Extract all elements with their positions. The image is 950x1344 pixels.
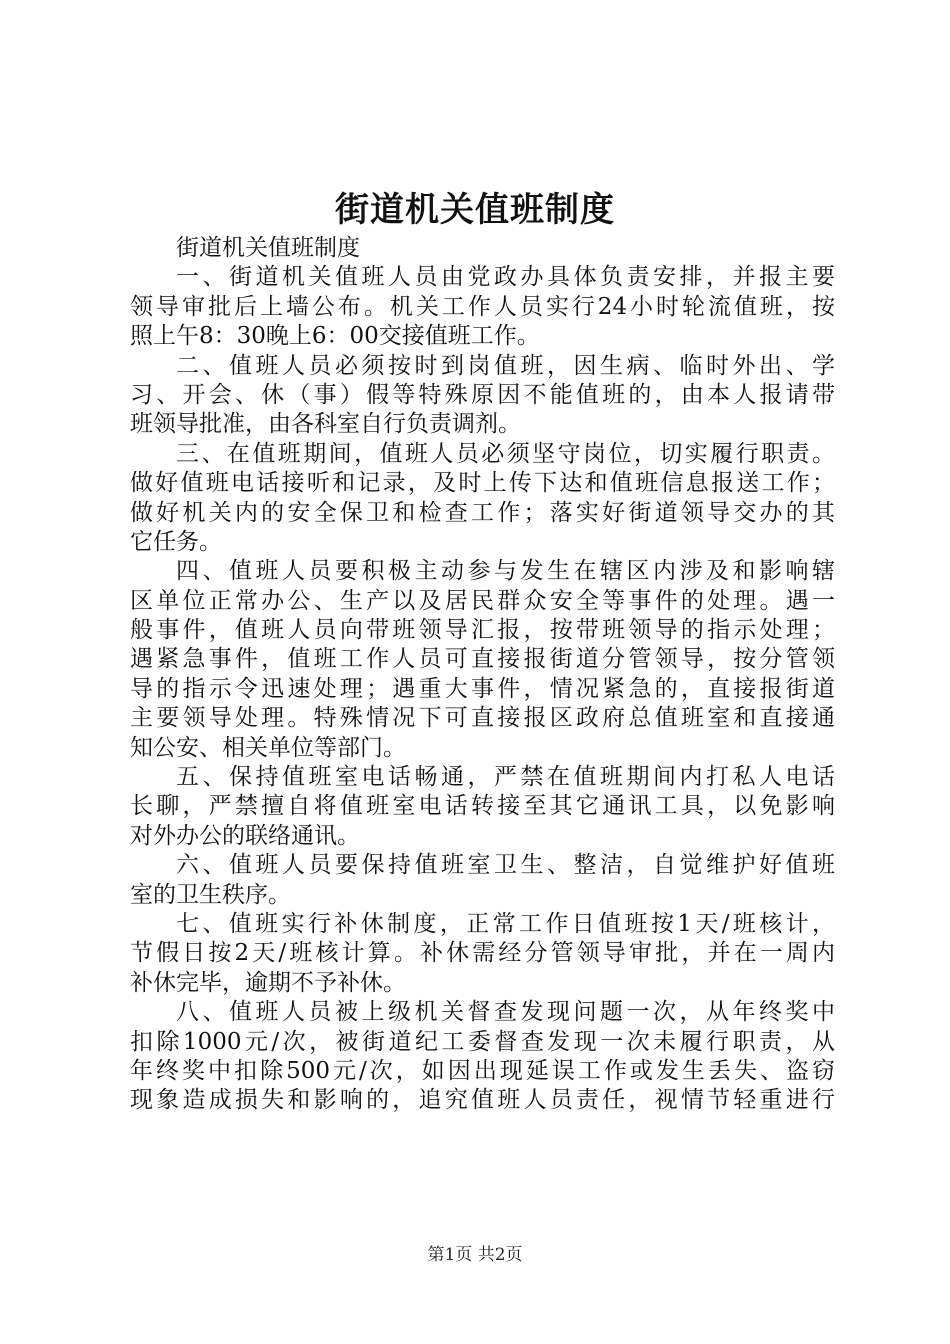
body-line: 现象造成损失和影响的，追究值班人员责任，视情节轻重进行 bbox=[130, 1087, 835, 1114]
body-line: 领导审批后上墙公布。机关工作人员实行24小时轮流值班，按 bbox=[130, 293, 835, 320]
body-line: 班领导批准，由各科室自行负责调剂。 bbox=[130, 411, 521, 438]
body-line: 长聊，严禁擅自将值班室电话转接至其它通讯工具，以免影响 bbox=[130, 793, 835, 820]
body-line: 室的卫生秩序。 bbox=[130, 881, 291, 908]
body-line: 年终奖中扣除500元/次，如因出现延误工作或发生丢失、盗窃 bbox=[130, 1057, 835, 1084]
body-line: 八、值班人员被上级机关督查发现问题一次，从年终奖中 bbox=[176, 999, 835, 1026]
body-line: 区单位正常办公、生产以及居民群众安全等事件的处理。遇一 bbox=[130, 587, 835, 614]
body-line: 主要领导处理。特殊情况下可直接报区政府总值班室和直接通 bbox=[130, 705, 835, 732]
body-line: 六、值班人员要保持值班室卫生、整洁，自觉维护好值班 bbox=[176, 852, 835, 879]
body-line: 二、值班人员必须按时到岗值班，因生病、临时外出、学 bbox=[176, 352, 835, 379]
body-line: 三、在值班期间，值班人员必须坚守岗位，切实履行职责。 bbox=[176, 440, 835, 467]
body-line: 导的指示令迅速处理；遇重大事件，情况紧急的，直接报街道 bbox=[130, 675, 835, 702]
body-line: 扣除1000元/次，被街道纪工委督查发现一次未履行职责，从 bbox=[130, 1028, 835, 1055]
body-line: 四、值班人员要积极主动参与发生在辖区内涉及和影响辖 bbox=[176, 558, 835, 585]
body-line: 街道机关值班制度 bbox=[176, 235, 360, 261]
body-line: 习、开会、休（事）假等特殊原因不能值班的，由本人报请带 bbox=[130, 381, 835, 408]
body-line: 节假日按2天/班核计算。补休需经分管领导审批，并在一周内 bbox=[130, 940, 835, 967]
body-line: 般事件，值班人员向带班领导汇报，按带班领导的指示处理； bbox=[130, 617, 835, 644]
body-line: 照上午8：30晚上6：00交接值班工作。 bbox=[130, 323, 540, 350]
body-line: 七、值班实行补休制度，正常工作日值班按1天/班核计， bbox=[176, 910, 835, 937]
document-title: 街道机关值班制度 bbox=[335, 190, 615, 230]
body-line: 补休完毕，逾期不予补休。 bbox=[130, 969, 406, 996]
body-line: 做好机关内的安全保卫和检查工作；落实好街道领导交办的其 bbox=[130, 499, 835, 526]
body-line: 遇紧急事件，值班工作人员可直接报街道分管领导，按分管领 bbox=[130, 646, 835, 673]
body-line: 知公安、相关单位等部门。 bbox=[130, 734, 406, 761]
body-line: 一、街道机关值班人员由党政办具体负责安排，并报主要 bbox=[176, 264, 835, 291]
body-line: 对外办公的联络通讯。 bbox=[130, 822, 360, 849]
body-line: 做好值班电话接听和记录，及时上传下达和值班信息报送工作； bbox=[130, 470, 835, 497]
document-body bbox=[130, 234, 835, 1116]
body-line: 它任务。 bbox=[130, 528, 222, 555]
body-line: 五、保持值班室电话畅通，严禁在值班期间内打私人电话 bbox=[176, 764, 835, 791]
page-footer: 第1页 共2页 bbox=[427, 1245, 523, 1265]
